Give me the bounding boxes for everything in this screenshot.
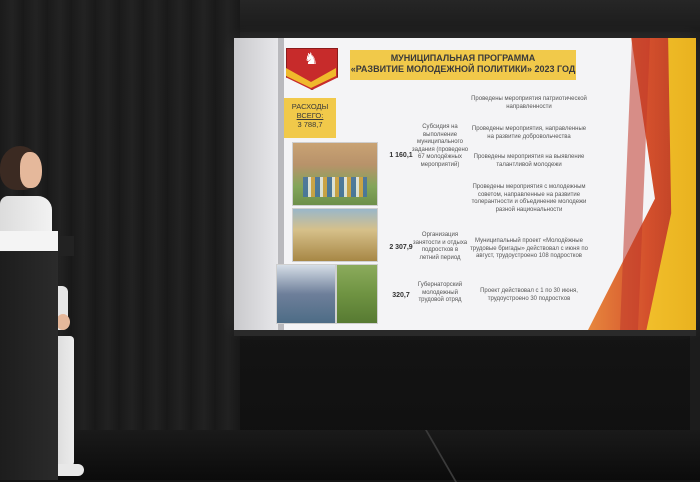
- speaker-hand: [56, 314, 70, 330]
- row-1-item-3: Проведены мероприятия на выявление талантливой молодежи: [473, 154, 585, 168]
- podium: [0, 252, 58, 480]
- row-1-value: 1 160,1: [389, 152, 413, 159]
- row-1-item-2: Проведены мероприятия, направленные на развитие добровольчества: [471, 126, 587, 140]
- stage-top-rail: [240, 0, 700, 32]
- row-1-item-1: Проведены мероприятия патриотической направленности: [471, 96, 587, 110]
- projection-screen: [234, 38, 696, 330]
- row-3-item-1: Проект действовал с 1 по 30 июня, трудоустроено 30 подростков: [480, 288, 578, 302]
- row-2-value: 2 307,9: [389, 244, 413, 251]
- photo-field-work: [336, 264, 378, 324]
- row-3-label: Губернаторский молодежный трудовой отряд: [417, 282, 463, 303]
- photo-people: [303, 177, 367, 197]
- row-3-value: 320,7: [392, 292, 410, 299]
- row-1-item-4: Проведены мероприятия с молодежным советом, направленные на развитие толерантности и объединение молодежи разной национальности: [471, 184, 587, 213]
- coat-of-arms-figure: ♞: [303, 51, 319, 68]
- screen-bottom-bar: [234, 330, 696, 336]
- row-2-label: Организация занятости и отдыха подростков в летний период: [412, 232, 468, 261]
- photo-work-team: [292, 208, 378, 262]
- slide-title-line2: «РАЗВИТИЕ МОЛОДЕЖНОЙ ПОЛИТИКИ» 2023 ГОД: [350, 64, 576, 74]
- stage-floor: [0, 430, 700, 480]
- photo-group: [276, 264, 336, 324]
- podium-nameplate: [0, 231, 58, 251]
- total-label: РАСХОДЫ: [291, 102, 329, 111]
- total-value: 3 788,7: [297, 120, 323, 129]
- slide-left-band: [234, 38, 278, 330]
- total-label-2: ВСЕГО:: [296, 111, 324, 120]
- row-1-label: Субсидия на выполнение муниципального задания (проведено 67 молодёжных мероприятий): [411, 124, 469, 168]
- slide-title: [350, 50, 576, 80]
- row-2-item-1: Муниципальный проект «Молодёжные трудовые бригады» действовал с июня по август, трудоустроено 108 подростков: [470, 238, 588, 259]
- total-expenses-box: [284, 98, 336, 138]
- speaker-face: [20, 152, 42, 188]
- slide-title-line1: МУНИЦИПАЛЬНАЯ ПРОГРАММА: [390, 53, 536, 63]
- photo-gazebo: [292, 142, 378, 206]
